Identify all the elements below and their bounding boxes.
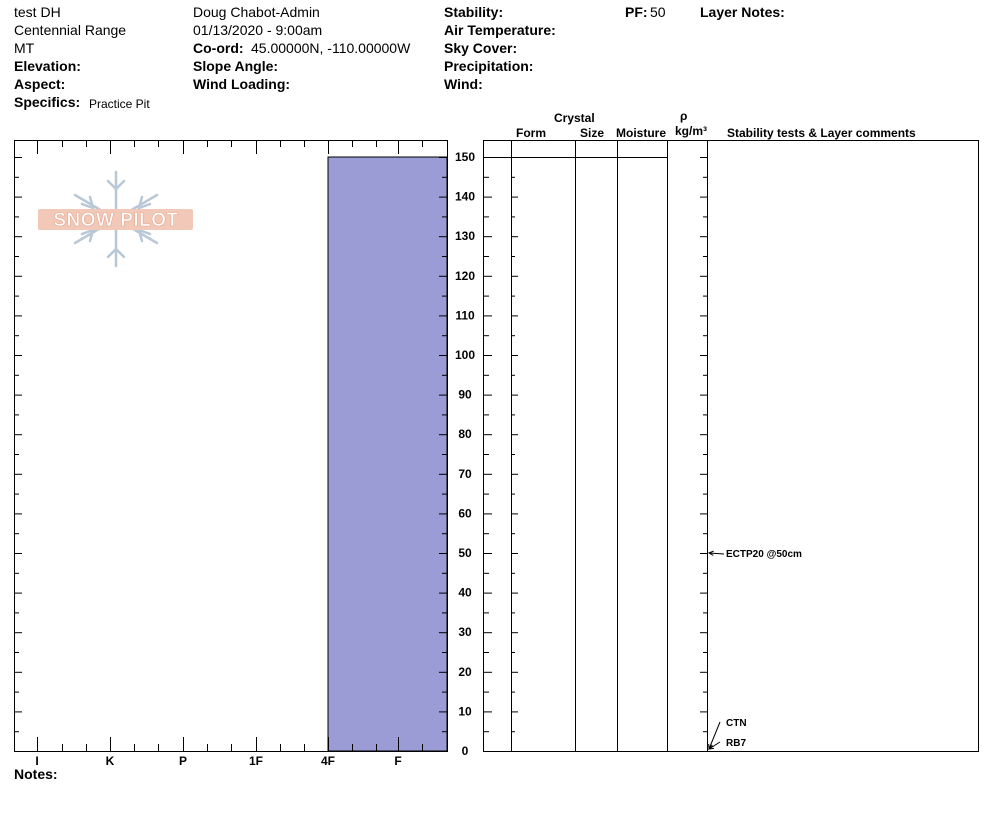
- height-tick-label: 110: [455, 308, 475, 323]
- state-name: MT: [14, 40, 35, 56]
- pf-label: PF:: [625, 4, 648, 20]
- slope-angle-label: Slope Angle:: [193, 58, 279, 74]
- air-temperature-label: Air Temperature:: [444, 22, 556, 38]
- snow-pilot-logo: [38, 172, 193, 266]
- layer-table-frame: [484, 141, 979, 752]
- stability-test-label: CTN: [726, 718, 747, 729]
- hardness-tick-label: K: [105, 754, 115, 768]
- height-tick-label: 140: [454, 189, 476, 204]
- wind-label: Wind:: [444, 76, 483, 92]
- height-tick-label: 30: [458, 625, 472, 640]
- density-unit-header: kg/m³: [675, 124, 708, 138]
- height-tick-label: 120: [454, 268, 476, 283]
- hardness-tick-label: I: [35, 754, 39, 768]
- notes-label: Notes:: [14, 766, 58, 782]
- wind-loading-label: Wind Loading:: [193, 76, 291, 92]
- precipitation-label: Precipitation:: [444, 58, 534, 74]
- moisture-header: Moisture: [616, 126, 667, 140]
- observation-datetime: 01/13/2020 - 9:00am: [193, 22, 323, 38]
- sky-cover-label: Sky Cover:: [444, 40, 518, 56]
- height-tick-label: 90: [458, 387, 472, 402]
- height-tick-label: 60: [458, 506, 472, 521]
- observer-name: Doug Chabot-Admin: [193, 4, 320, 20]
- pf-value: 50: [650, 4, 666, 20]
- height-tick-label: 70: [458, 466, 472, 481]
- layer-notes-label: Layer Notes:: [700, 4, 785, 20]
- hardness-tick-label: P: [178, 754, 188, 768]
- coord-value: 45.00000N, -110.00000W: [251, 40, 411, 56]
- specifics-value: Practice Pit: [89, 97, 150, 111]
- height-tick-label: 20: [458, 664, 472, 679]
- hardness-tick-label: 4F: [320, 754, 336, 768]
- height-tick-label: 100: [454, 348, 476, 362]
- stability-tests-header: Stability tests & Layer comments: [727, 126, 916, 140]
- size-header: Size: [580, 126, 605, 140]
- hardness-tick-label: 1F: [248, 754, 264, 768]
- elevation-label: Elevation:: [14, 58, 81, 74]
- height-tick-label: 150: [454, 150, 476, 164]
- hardness-layer-bar: [328, 157, 447, 751]
- height-tick-label: 80: [458, 427, 472, 442]
- pit-name: test DH: [14, 4, 61, 20]
- aspect-label: Aspect:: [14, 76, 66, 92]
- range-name: Centennial Range: [14, 22, 127, 38]
- stability-test-label: RB7: [726, 738, 747, 749]
- height-tick-label: 130: [454, 229, 476, 244]
- logo-text: SNOW PILOT: [53, 210, 179, 231]
- hardness-tick-label: F: [394, 754, 402, 768]
- coord-label: Co-ord:: [193, 40, 244, 56]
- height-tick-label: 0: [461, 744, 469, 758]
- rho-header: ρ: [680, 109, 688, 123]
- specifics-label: Specifics:: [14, 94, 81, 110]
- height-tick-label: 50: [458, 546, 472, 560]
- form-header: Form: [516, 126, 546, 140]
- stability-label: Stability:: [444, 4, 504, 20]
- stability-test-label: ECTP20 @50cm: [726, 549, 802, 560]
- height-tick-label: 10: [458, 704, 472, 719]
- crystal-header: Crystal: [554, 111, 595, 125]
- height-tick-label: 40: [458, 585, 472, 600]
